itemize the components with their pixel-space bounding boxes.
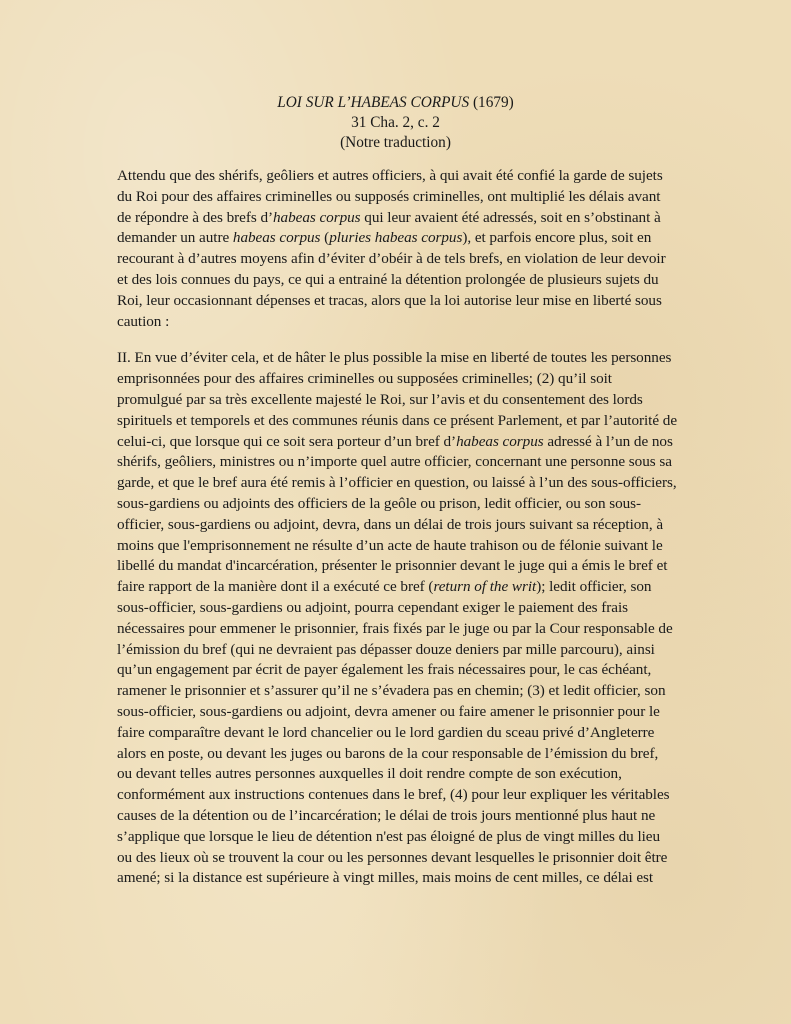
italic-term: habeas corpus	[273, 208, 361, 226]
italic-term: return of the writ	[433, 578, 537, 596]
translation-note: (Notre traduction)	[340, 134, 451, 151]
document-citation: 31 Cha. 2, c. 2	[351, 114, 440, 131]
italic-term: habeas corpus	[456, 432, 544, 450]
document-header	[0, 93, 791, 153]
text-segment: adressé à l’un de nos shérifs, geôliers, ministres ou n’importe quel autre officier, concernant une personne sous sa garde, et que le bref aura été remis à l’officier en question, ou laissé à l’un des sous-officiers, sous-gardiens ou adjoints des officiers de la geôle ou prison, ledit officier, ou son sous-officier, sous-gardiens ou adjoint, devra, dans un délai de trois jours suivant sa réception, à moins que l'emprisonnement ne résulte d’un acte de haute trahison ou de félonie suivant le libellé du mandat d'incarcération, présenter le prisonnier devant le juge qui a émis le bref et faire rapport de la manière dont il a exécuté ce bref (	[117, 432, 677, 596]
text-segment: Attendu que des shérifs, geôliers et autres officiers, à qui avait été confié la garde de sujets du Roi pour des affaires criminelles ou supposés criminelles, ont multiplié les délais avant de répondre à des brefs d’	[117, 167, 663, 226]
text-segment: qui leur avaient été adressés, soit en s’obstinant à demander un autre	[117, 208, 661, 247]
text-segment: (	[320, 229, 330, 247]
text-segment: II. En vue d’éviter cela, et de hâter le plus possible la mise en liberté de toutes les personnes emprisonnées pour des affaires criminelles ou supposées criminelles; (2) qu’il soit promulgué par sa très excellente majesté le Roi, sur l’avis et du consentement des lords spirituels et temporels et des communes réunis dans ce présent Parlement, et par l’autorité de celui-ci, que lorsque qui ce soit sera porteur d’un bref d’	[117, 349, 678, 450]
document-title	[0, 93, 791, 113]
paragraph-section-ii	[117, 348, 677, 889]
title-year: (1679)	[469, 94, 514, 111]
text-segment: ), et parfois encore plus, soit en recourant à d’autres moyens afin d’éviter d’obéir à de tels brefs, en violation de leur devoir et des lois connues du pays, ce qui a entrainé la détention prolongée de plusieurs sujets du Roi, leur occasionnant dépenses et tracas, alors que la loi autorise leur mise en liberté sous caution :	[117, 229, 666, 330]
title-italic: LOI SUR L’HABEAS CORPUS	[277, 94, 470, 111]
document-body	[117, 166, 677, 889]
text-segment: ); ledit officier, son sous-officier, sous-gardiens ou adjoint, pourra cependant exiger le paiement des frais nécessaires pour emmener le prisonnier, frais fixés par le juge ou par la Cour responsable de l’émission du bref (qui ne devraient pas dépasser douze deniers par mille parcouru), ainsi qu’un engagement par écrit de payer également les frais nécessaires pour, le cas échéant, ramener le prisonnier et s’assurer qu’il ne s’évadera pas en chemin; (3) et ledit officier, son sous-officier, sous-gardiens ou adjoint, devra amener ou faire amener le prisonnier pour le faire comparaître devant le lord chancelier ou le lord gardien du sceau privé d’Angleterre alors en poste, ou devant les juges ou barons de la cour responsable de l’émission du bref, ou devant telles autres personnes auxquelles il doit rendre compte de son exécution, conformément aux instructions contenues dans le bref, (4) pour leur expliquer les véritables causes de la détention ou de l’incarcération; le délai de trois jours mentionné plus haut ne s’applique que lorsque le lieu de détention n'est pas éloigné de plus de vingt milles du lieu ou des lieux où se trouvent la cour ou les personnes devant lesquelles le prisonnier doit être amené; si la distance est supérieure à vingt milles, mais moins de cent milles, ce délai est	[117, 578, 673, 887]
paragraph-preamble	[117, 166, 677, 332]
italic-term: habeas corpus	[232, 229, 321, 247]
italic-term: pluries habeas corpus	[329, 229, 463, 247]
